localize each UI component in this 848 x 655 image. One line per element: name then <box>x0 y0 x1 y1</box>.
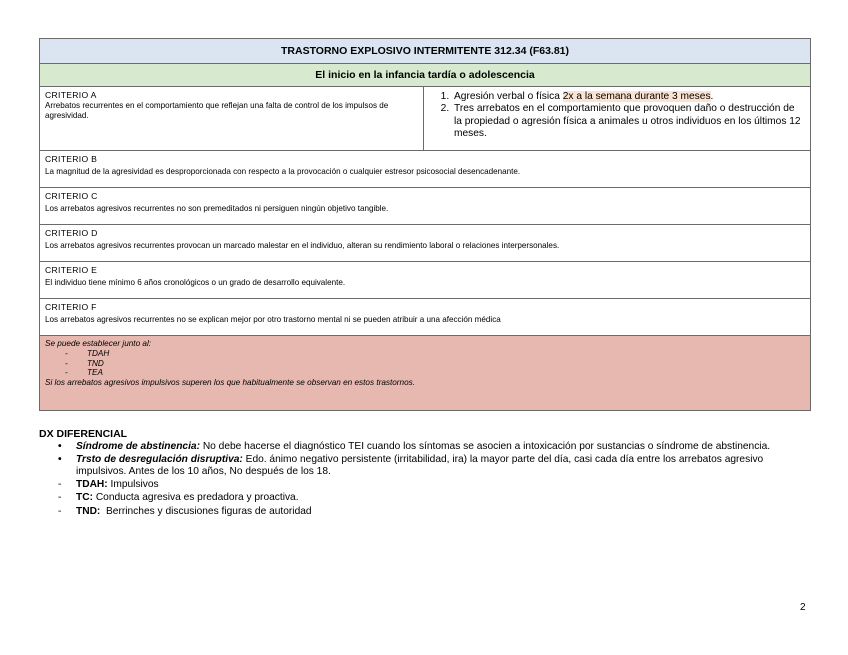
criterio-b-cell <box>40 151 811 188</box>
criterio-e-row <box>40 262 811 299</box>
criterio-text: La magnitud de la agresividad es desproporcionada con respecto a la provocación o cualquier estresor psicosocial desencadenante. <box>45 167 521 176</box>
note-list <box>45 349 805 378</box>
criterio-text: Los arrebatos agresivos recurrentes no se explican mejor por otro trastorno mental ni se pueden atribuir a una afección médica <box>45 315 501 324</box>
dx-text: Impulsivos <box>107 479 159 491</box>
criterio-a-item-2: 2. Tres arrebatos en el comportamiento que provoquen daño o destrucción de la propiedad o agresión física a animales u otros individuos en los últimos 12 meses. <box>452 103 805 140</box>
dx-term: Síndrome de abstinencia: <box>76 440 200 452</box>
dx-text: Edo. ánimo negativo persistente (irritabilidad, ira) la mayor parte del día, casi cada día entre los arrebatos agresivo impulsivos. Antes de los 10 años, No después de los 18. <box>76 453 764 478</box>
criterio-a-row <box>40 87 811 151</box>
criterio-a-item-1 <box>452 91 805 103</box>
note-intro: Se puede establecer junto al: <box>45 339 152 348</box>
dash-marker: - <box>58 505 62 517</box>
bullet-marker: • <box>58 440 62 452</box>
item-1-end: . <box>710 91 714 102</box>
page-number: 2 <box>800 602 806 613</box>
dx-item <box>39 441 809 454</box>
criterio-e-cell <box>40 262 811 299</box>
diagnostic-criteria-table <box>39 38 811 411</box>
dx-term: TND: <box>76 505 101 517</box>
dash-marker: - <box>58 479 62 491</box>
differential-diagnosis-section <box>39 428 809 519</box>
table-subtitle: El inicio en la infancia tardía o adolescencia <box>40 64 811 87</box>
frequency-highlight: 2x a la semana durante 3 meses <box>562 91 711 102</box>
dx-item <box>39 492 809 505</box>
dx-text: Berrinches y discusiones figuras de autoridad <box>100 505 312 517</box>
table-title: TRASTORNO EXPLOSIVO INTERMITENTE 312.34 (F63.81) <box>40 39 811 64</box>
comorbidity-note <box>40 336 811 411</box>
item-1-text: Agresión verbal o física <box>454 91 563 102</box>
criterio-label: CRITERIO B <box>45 154 98 164</box>
dx-term: Trsto de desregulación disruptiva: <box>76 453 243 465</box>
dx-text: No debe hacerse el diagnóstico TEI cuando los síntomas se asocien a intoxicación por sustancias o síndrome de abstinencia. <box>199 440 771 452</box>
criterio-a-list <box>436 91 805 140</box>
dx-title: DX DIFERENCIAL <box>39 428 128 440</box>
criterio-d-cell <box>40 225 811 262</box>
criterio-a-cell <box>40 87 424 151</box>
criterio-text: El individuo tiene mínimo 6 años cronológicos o un grado de desarrollo equivalente. <box>45 278 346 287</box>
dash-marker: - <box>58 492 62 504</box>
note-item: - TDAH <box>65 349 805 359</box>
criterio-c-row <box>40 188 811 225</box>
note-outro: Si los arrebatos agresivos impulsivos superen los que habitualmente se observan en estos trastornos. <box>45 378 416 388</box>
criterio-a-label: CRITERIO A <box>45 90 97 100</box>
dx-item <box>39 506 809 519</box>
criterio-text: Los arrebatos agresivos recurrentes provocan un marcado malestar en el individuo, alteran su rendimiento laboral o relaciones interpersonales. <box>45 241 560 250</box>
criterio-f-row <box>40 299 811 336</box>
dx-list <box>39 441 809 519</box>
criterio-f-cell <box>40 299 811 336</box>
criterio-label: CRITERIO E <box>45 265 98 275</box>
criterio-a-text: Arrebatos recurrentes en el comportamiento que reflejan una falta de control de los impulsos de agresividad. <box>45 100 389 120</box>
dx-item <box>39 454 809 479</box>
criterio-b-row <box>40 151 811 188</box>
criterio-c-cell <box>40 188 811 225</box>
dx-term: TC: <box>76 492 93 504</box>
dx-item <box>39 479 809 492</box>
criterio-d-row <box>40 225 811 262</box>
note-item: - TND <box>65 359 805 369</box>
criterio-label: CRITERIO D <box>45 228 98 238</box>
bullet-marker: • <box>58 453 62 465</box>
note-item: - TEA <box>65 368 805 378</box>
criterio-label: CRITERIO C <box>45 191 98 201</box>
criterio-a-list-cell <box>424 87 811 151</box>
dx-term: TDAH: <box>76 479 108 491</box>
comorbidity-note-row <box>40 336 811 411</box>
criterio-text: Los arrebatos agresivos recurrentes no son premeditados ni persiguen ningún objetivo tangible. <box>45 204 389 213</box>
dx-text: Conducta agresiva es predadora y proactiva. <box>92 492 299 504</box>
criterio-label: CRITERIO F <box>45 302 97 312</box>
